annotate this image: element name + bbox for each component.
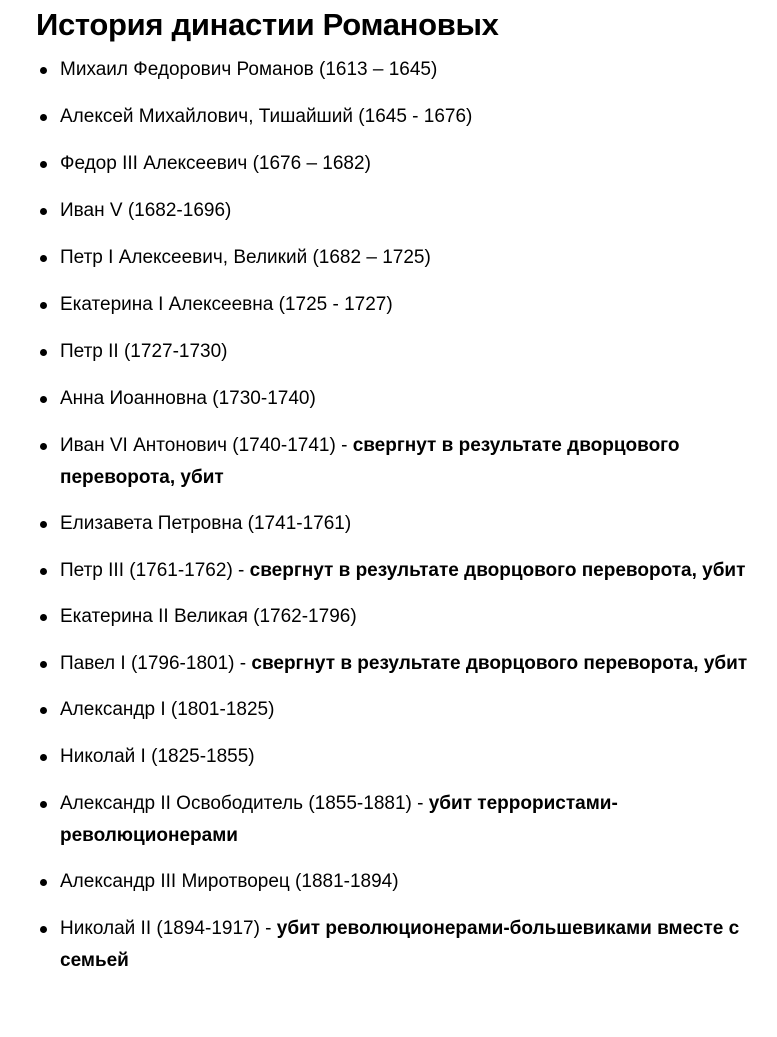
ruler-text: Петр II (1727-1730) bbox=[60, 341, 228, 362]
bullet-icon bbox=[40, 926, 47, 933]
list-item bbox=[36, 648, 767, 680]
ruler-text: Павел I (1796-1801) - bbox=[60, 653, 252, 674]
ruler-text: Александр II Освободитель (1855-1881) - bbox=[60, 793, 429, 814]
ruler-note: свергнут в результате дворцового переворота, убит bbox=[249, 560, 746, 581]
list-item bbox=[36, 336, 767, 368]
ruler-text: Елизавета Петровна (1741-1761) bbox=[60, 513, 352, 534]
bullet-icon bbox=[40, 754, 47, 761]
bullet-icon bbox=[40, 707, 47, 714]
list-item bbox=[36, 601, 767, 633]
ruler-text: Анна Иоанновна (1730-1740) bbox=[60, 388, 316, 409]
bullet-icon bbox=[40, 114, 47, 121]
ruler-text: Николай I (1825-1855) bbox=[60, 746, 255, 767]
bullet-icon bbox=[40, 67, 47, 74]
ruler-note: убит террористами-революционерами bbox=[60, 793, 618, 846]
ruler-text: Иван VI Антонович (1740-1741) - bbox=[60, 435, 353, 456]
ruler-text: Иван V (1682-1696) bbox=[60, 200, 232, 221]
list-item bbox=[36, 242, 767, 274]
ruler-note: свергнут в результате дворцового переворота, убит bbox=[251, 653, 748, 674]
bullet-icon bbox=[40, 568, 47, 575]
ruler-text: Александр I (1801-1825) bbox=[60, 699, 275, 720]
bullet-icon bbox=[40, 349, 47, 356]
list-item bbox=[36, 555, 767, 587]
bullet-icon bbox=[40, 396, 47, 403]
list-item bbox=[36, 866, 767, 898]
bullet-icon bbox=[40, 443, 47, 450]
bullet-icon bbox=[40, 801, 47, 808]
list-item bbox=[36, 54, 767, 86]
ruler-text: Михаил Федорович Романов (1613 – 1645) bbox=[60, 59, 438, 80]
bullet-icon bbox=[40, 302, 47, 309]
list-item bbox=[36, 694, 767, 726]
ruler-text: Екатерина II Великая (1762-1796) bbox=[60, 606, 357, 627]
list-item bbox=[36, 913, 767, 977]
ruler-text: Николай II (1894-1917) - bbox=[60, 918, 277, 939]
ruler-text: Александр III Миротворец (1881-1894) bbox=[60, 871, 399, 892]
ruler-text: Екатерина I Алексеевна (1725 - 1727) bbox=[60, 294, 393, 315]
bullet-icon bbox=[40, 161, 47, 168]
list-item bbox=[36, 788, 767, 852]
list-item bbox=[36, 101, 767, 133]
ruler-note: свергнут в результате дворцового переворота, убит bbox=[60, 435, 680, 488]
rulers-list bbox=[36, 54, 767, 977]
list-item bbox=[36, 195, 767, 227]
bullet-icon bbox=[40, 521, 47, 528]
list-item bbox=[36, 148, 767, 180]
ruler-text: Петр I Алексеевич, Великий (1682 – 1725) bbox=[60, 247, 431, 268]
bullet-icon bbox=[40, 614, 47, 621]
list-item bbox=[36, 430, 767, 494]
page-title: История династии Романовых bbox=[36, 7, 499, 42]
bullet-icon bbox=[40, 208, 47, 215]
list-item bbox=[36, 383, 767, 415]
ruler-text: Петр III (1761-1762) - bbox=[60, 560, 250, 581]
list-item bbox=[36, 741, 767, 773]
list-item bbox=[36, 289, 767, 321]
ruler-note: убит революционерами-большевиками вместе с семьей bbox=[60, 918, 740, 971]
bullet-icon bbox=[40, 879, 47, 886]
list-item bbox=[36, 508, 767, 540]
ruler-text: Федор III Алексеевич (1676 – 1682) bbox=[60, 153, 371, 174]
ruler-text: Алексей Михайлович, Тишайший (1645 - 1676) bbox=[60, 106, 473, 127]
bullet-icon bbox=[40, 255, 47, 262]
bullet-icon bbox=[40, 661, 47, 668]
